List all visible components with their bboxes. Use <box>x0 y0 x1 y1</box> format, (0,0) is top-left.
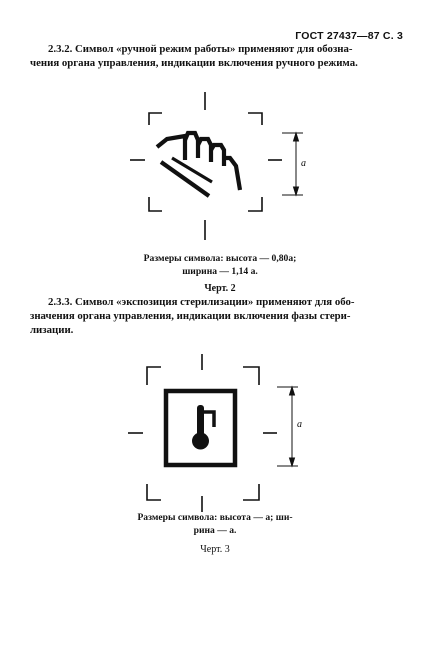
fig3-dimension <box>277 387 298 466</box>
hand-icon <box>157 133 240 196</box>
figure-3-caption-line-2: рина — a. <box>193 525 237 536</box>
fig2-corner-tr <box>248 113 262 125</box>
section-2-3-3-line-3: лизации. <box>30 324 74 336</box>
fig2-dimension <box>282 133 303 195</box>
figure-2-label: Черт. 2 <box>204 283 236 294</box>
section-2-3-3-line-2: значения органа управления, индикации включения фазы стери- <box>30 310 351 322</box>
section-2-3-3 <box>30 295 410 337</box>
thermometer-icon <box>166 391 235 465</box>
fig2-corner-tl <box>149 113 162 125</box>
section-2-3-2-line-1: 2.3.2. Символ «ручной режим работы» применяют для обозна- <box>48 43 353 55</box>
figure-2-symbol <box>130 92 282 240</box>
section-2-3-2-line-2: чения органа управления, индикации включения ручного режима. <box>30 57 358 69</box>
fig3-dimension-label: a <box>297 419 302 430</box>
figure-2-caption-line-2: ширина — 1,14 a. <box>182 266 258 277</box>
fig2-corner-br <box>248 197 262 211</box>
fig2-dimension-label: a <box>301 158 306 169</box>
figure-3-caption-line-1: Размеры символа: высота — a; ши- <box>137 512 293 523</box>
figure-2-caption <box>130 252 310 278</box>
page-header: ГОСТ 27437—87 С. 3 <box>295 30 403 42</box>
section-2-3-3-line-1: 2.3.3. Символ «экспозиция стерилизации» применяют для обо- <box>48 296 355 308</box>
figure-3-label: Черт. 3 <box>200 544 230 555</box>
figure-2-caption-line-1: Размеры символа: высота — 0,80a; <box>143 253 297 264</box>
figure-3-caption <box>125 511 305 537</box>
fig2-corner-bl <box>149 197 162 211</box>
